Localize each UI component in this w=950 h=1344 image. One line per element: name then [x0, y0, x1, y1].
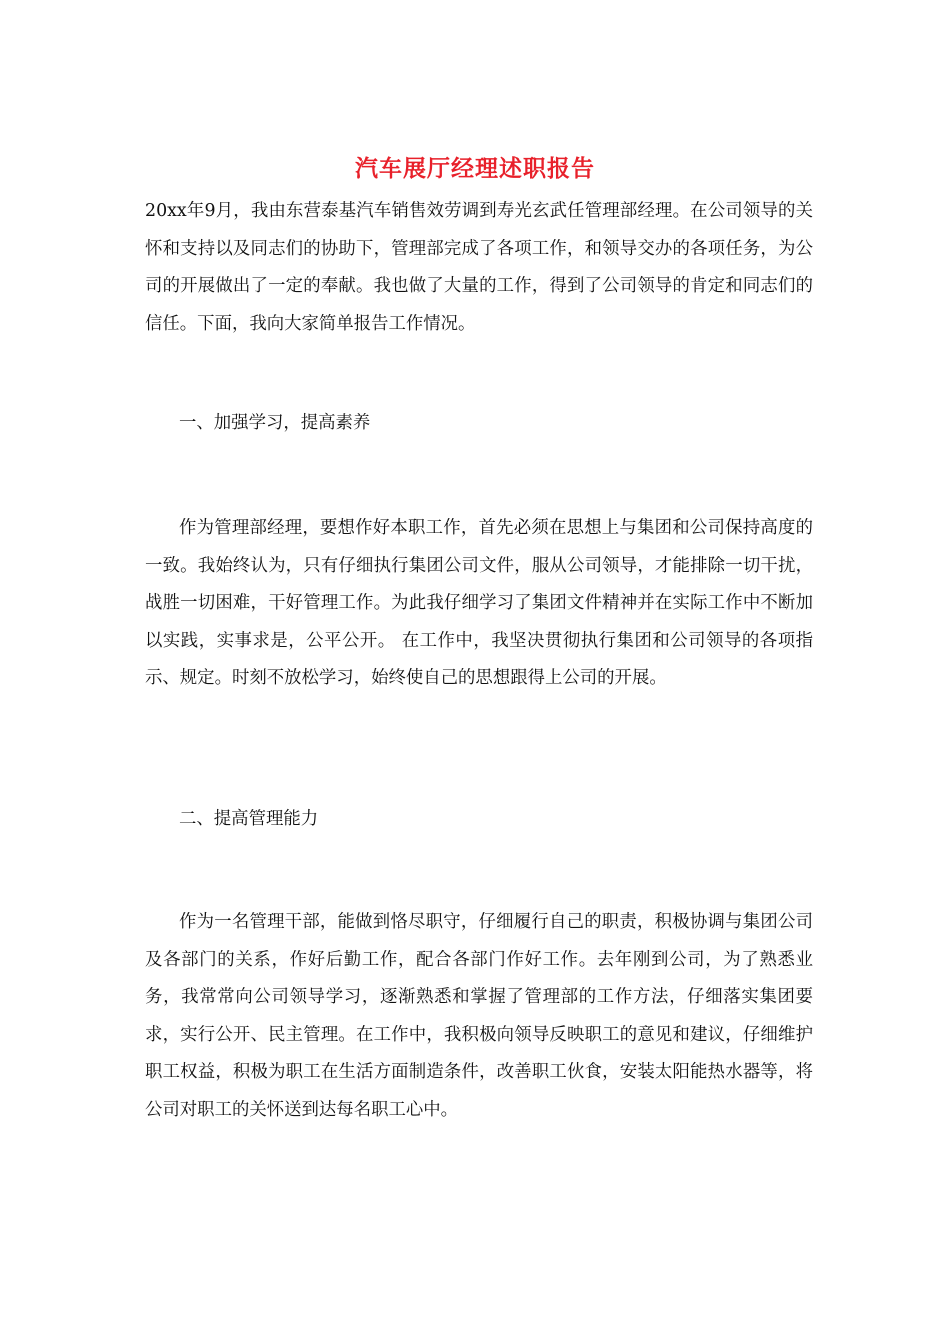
section-heading: 一、加强学习，提高素养: [179, 413, 371, 433]
section-paragraph: 作为管理部经理，要想作好本职工作，首先必须在思想上与集团和公司保持高度的一致。我始终认为，只有仔细执行集团公司文件，服从公司领导，才能排除一切干扰，战胜一切困难，干好管理工作。为此我仔细学习了集团文件精神并在实际工作中不断加以实践，实事求是，公平公开。 在工作中，我坚决贯彻执行集团和公司领导的各项指示、规定。时刻不放松学习，始终使自己的思想跟得上公司的开展。: [145, 518, 813, 689]
section-paragraph: 作为一名管理干部，能做到恪尽职守，仔细履行自己的职责，积极协调与集团公司及各部门的关系，作好后勤工作，配合各部门作好工作。去年刚到公司，为了熟悉业务，我常常向公司领导学习，逐渐熟悉和掌握了管理部的工作方法，仔细落实集团要求，实行公开、民主管理。在工作中，我积极向领导反映职工的意见和建议，仔细维护职工权益，积极为职工在生活方面制造条件，改善职工伙食，安装太阳能热水器等，将公司对职工的关怀送到达每名职工心中。: [145, 912, 813, 1120]
section-heading: 二、提高管理能力: [179, 809, 319, 829]
intro-paragraph: 20xx年9月，我由东营泰基汽车销售效劳调到寿光玄武任管理部经理。在公司领导的关怀和支持以及同志们的协助下，管理部完成了各项工作，和领导交办的各项任务，为公司的开展做出了一定的奉献。我也做了大量的工作，得到了公司领导的肯定和同志们的信任。下面，我向大家简单报告工作情况。: [145, 201, 813, 334]
document-title: 汽车展厅经理述职报告: [355, 155, 595, 182]
